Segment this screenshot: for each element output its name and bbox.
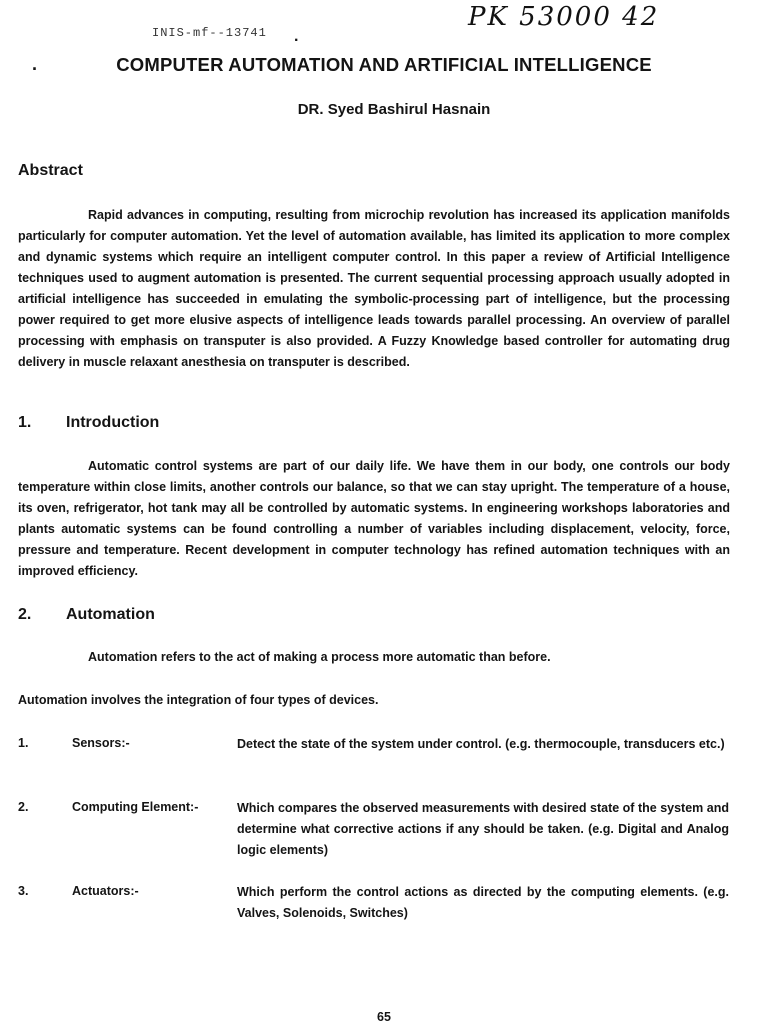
device-description: Detect the state of the system under control. (e.g. thermocouple, transducers etc.)	[237, 737, 725, 751]
abstract-heading: Abstract	[18, 162, 83, 179]
dot-mark: .	[294, 28, 299, 45]
section-title-automation: Automation	[66, 606, 155, 623]
device-term: Actuators:-	[72, 884, 139, 898]
section-title-introduction: Introduction	[66, 414, 160, 431]
device-number: 1.	[18, 736, 29, 750]
section-number-automation: 2.	[18, 606, 32, 623]
device-description: Which perform the control actions as directed by the computing elements. (e.g. Valves, Solenoids, Switches)	[237, 885, 729, 920]
section-number-introduction: 1.	[18, 414, 32, 431]
author-name: DR. Syed Bashirul Hasnain	[297, 101, 491, 118]
title-bullet: .	[32, 54, 38, 74]
automation-definition: Automation refers to the act of making a process more automatic than before.	[88, 650, 551, 664]
automation-intro: Automation involves the integration of four types of devices.	[18, 693, 379, 707]
device-number: 3.	[18, 884, 29, 898]
page-number: 65	[377, 1010, 391, 1024]
device-number: 2.	[18, 800, 29, 814]
introduction-text: Automatic control systems are part of our daily life. We have them in our body, one controls our body temperature within close limits, another controls our balance, so that we can stay upright. The temperature of a house, its oven, refrigerator, hot tank may all be controlled by automatic systems. In engineering workshops laboratories and plants automatic systems can be found controlling a number of variables including displacement, velocity, force, pressure and temperature. Recent development in computer technology has refined automation techniques with an improved efficiency.	[18, 459, 730, 578]
introduction-paragraph	[18, 456, 730, 582]
paper-title: COMPUTER AUTOMATION AND ARTIFICIAL INTELLIGENCE	[116, 54, 652, 75]
device-term: Sensors:-	[72, 736, 130, 750]
report-id: INIS-mf--13741	[152, 26, 267, 40]
abstract-paragraph	[18, 205, 730, 373]
device-description: Which compares the observed measurements with desired state of the system and determine what corrective actions if any should be taken. (e.g. Digital and Analog logic elements)	[237, 801, 729, 857]
handwritten-code: PK 53000 42	[468, 2, 660, 32]
abstract-text: Rapid advances in computing, resulting from microchip revolution has increased its application manifolds particularly for computer automation. Yet the level of automation available, has limited its application to more complex and dynamic systems which require an intelligent computer control. In this paper a review of Artificial Intelligence techniques used to augment automation is presented. The current sequential processing approach usually adopted in artificial intelligence has succeeded in emulating the symbolic-processing part of intelligence, but the processing power required to get more elusive aspects of intelligence leads towards parallel processing. An overview of parallel processing with emphasis on transputer is also provided. A Fuzzy Knowledge based controller for automating drug delivery in muscle relaxant anesthesia on transputer is described.	[18, 208, 730, 369]
device-term: Computing Element:-	[72, 800, 199, 814]
